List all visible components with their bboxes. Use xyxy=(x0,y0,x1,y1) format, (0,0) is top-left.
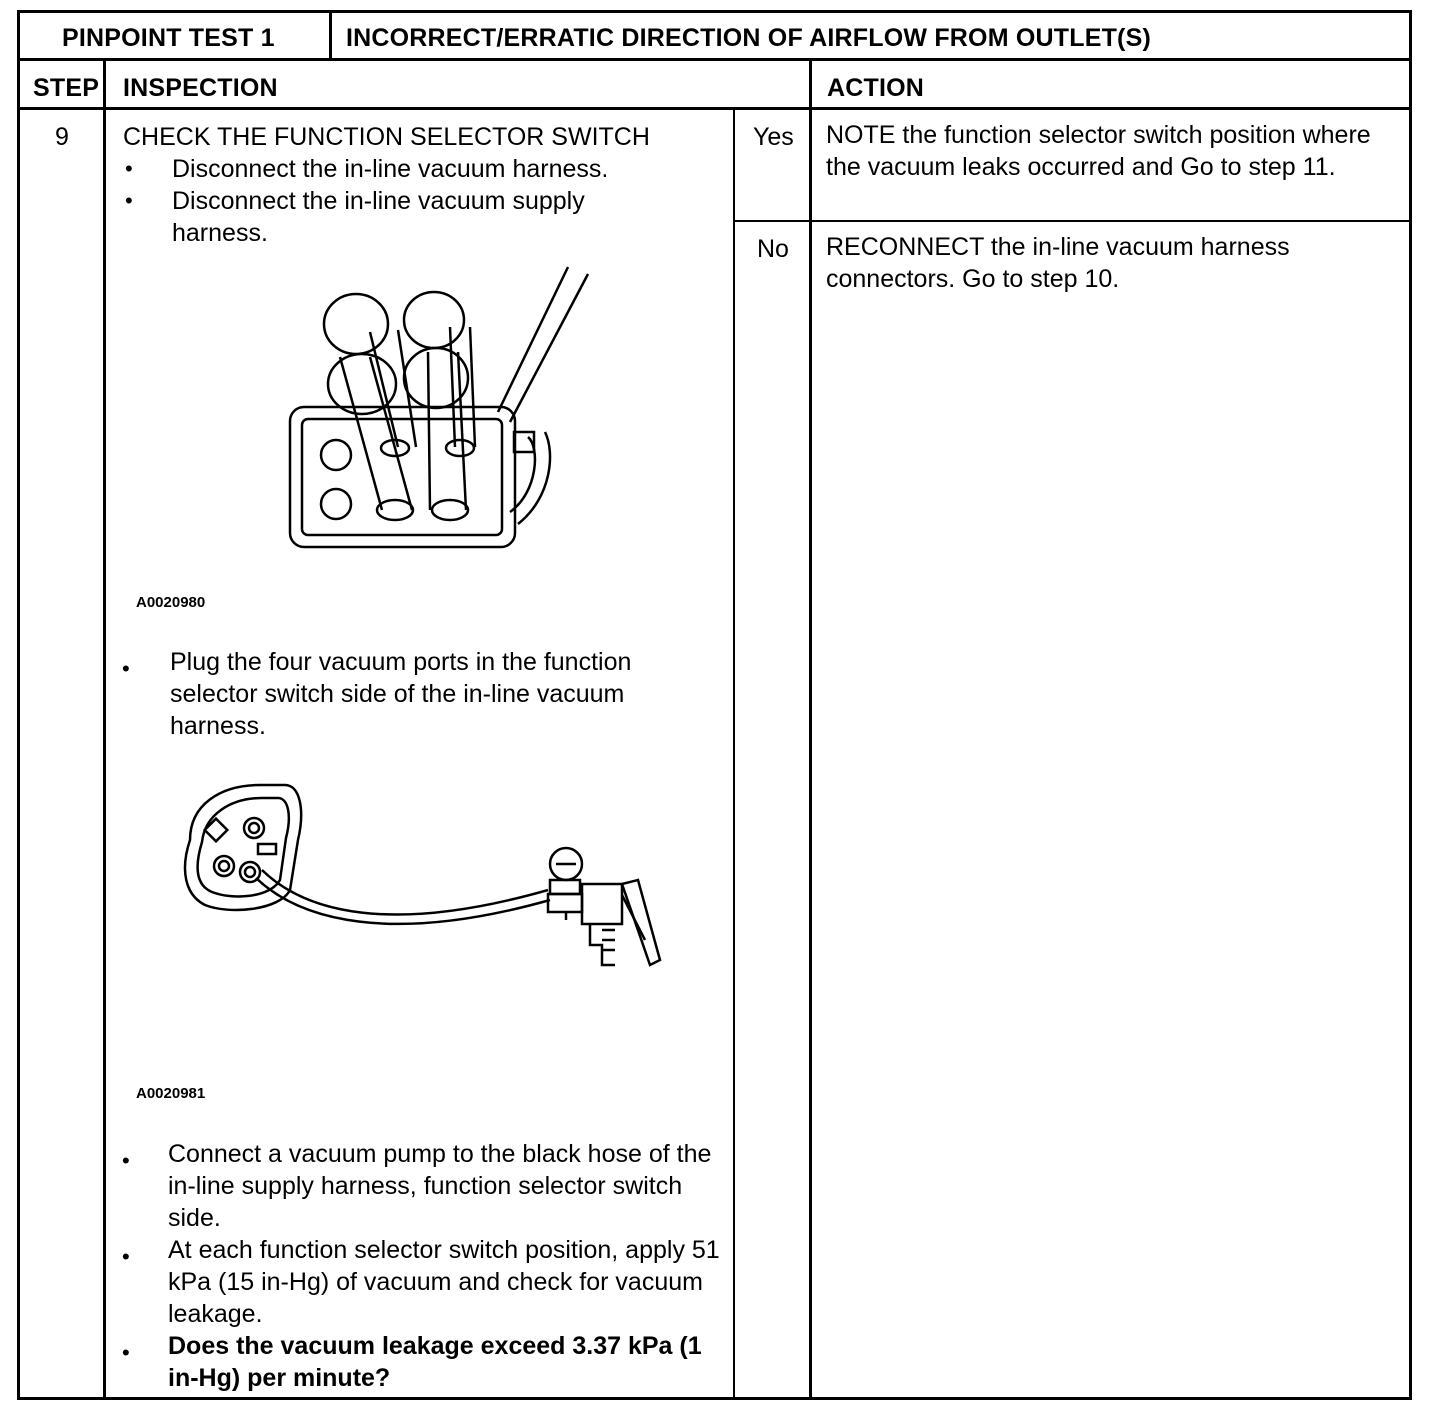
answer-column-divider xyxy=(733,108,735,1400)
action-column-header: ACTION xyxy=(827,74,925,102)
answer-no-label: No xyxy=(757,235,789,263)
step-column-divider xyxy=(103,58,106,1400)
answer-row-divider xyxy=(734,220,1412,222)
bullet-icon: • xyxy=(122,1244,130,1269)
answer-no-action: RECONNECT the in-line vacuum harness connectors. Go to step 10. xyxy=(826,233,1290,293)
test-title: INCORRECT/ERRATIC DIRECTION OF AIRFLOW FROM OUTLET(S) xyxy=(346,24,1151,52)
inspection-question: Does the vacuum leakage exceed 3.37 kPa (1 in-Hg) per minute? xyxy=(168,1332,702,1392)
bullet-icon: • xyxy=(122,1148,130,1173)
step-number: 9 xyxy=(55,123,69,151)
header-column-divider xyxy=(329,10,332,60)
instruction-disconnect-supply: Disconnect the in-line vacuum supply harness. xyxy=(172,187,585,247)
instruction-apply-vacuum: At each function selector switch position, apply 51 kPa (15 in-Hg) of vacuum and check for vacuum leakage. xyxy=(168,1236,720,1328)
test-label: PINPOINT TEST 1 xyxy=(62,24,275,52)
figure-1-label: A0020980 xyxy=(136,594,206,611)
answer-yes-action: NOTE the function selector switch position where the vacuum leaks occurred and Go to step 11. xyxy=(826,121,1371,181)
figure-2-label: A0020981 xyxy=(136,1085,206,1102)
answer-yes-label: Yes xyxy=(753,123,794,151)
inspection-column-header: INSPECTION xyxy=(123,74,278,102)
instruction-connect-pump: Connect a vacuum pump to the black hose of the in-line supply harness, function selector switch side. xyxy=(168,1140,712,1232)
instruction-plug-ports: Plug the four vacuum ports in the function selector switch side of the in-line vacuum harness. xyxy=(170,648,632,740)
step-heading: CHECK THE FUNCTION SELECTOR SWITCH xyxy=(123,123,650,151)
bullet-icon: • xyxy=(125,156,133,181)
bullet-icon: • xyxy=(122,656,130,681)
instruction-disconnect-harness: Disconnect the in-line vacuum harness. xyxy=(172,155,609,183)
header-divider xyxy=(17,58,1412,61)
bullet-icon: • xyxy=(125,188,133,213)
column-header-divider xyxy=(17,107,1412,110)
action-column-divider xyxy=(809,58,812,1400)
vacuum-harness-connector-illustration xyxy=(270,262,600,557)
bullet-icon: • xyxy=(122,1340,130,1365)
vacuum-pump-connection-illustration xyxy=(170,780,670,975)
step-column-header: STEP xyxy=(33,74,100,102)
